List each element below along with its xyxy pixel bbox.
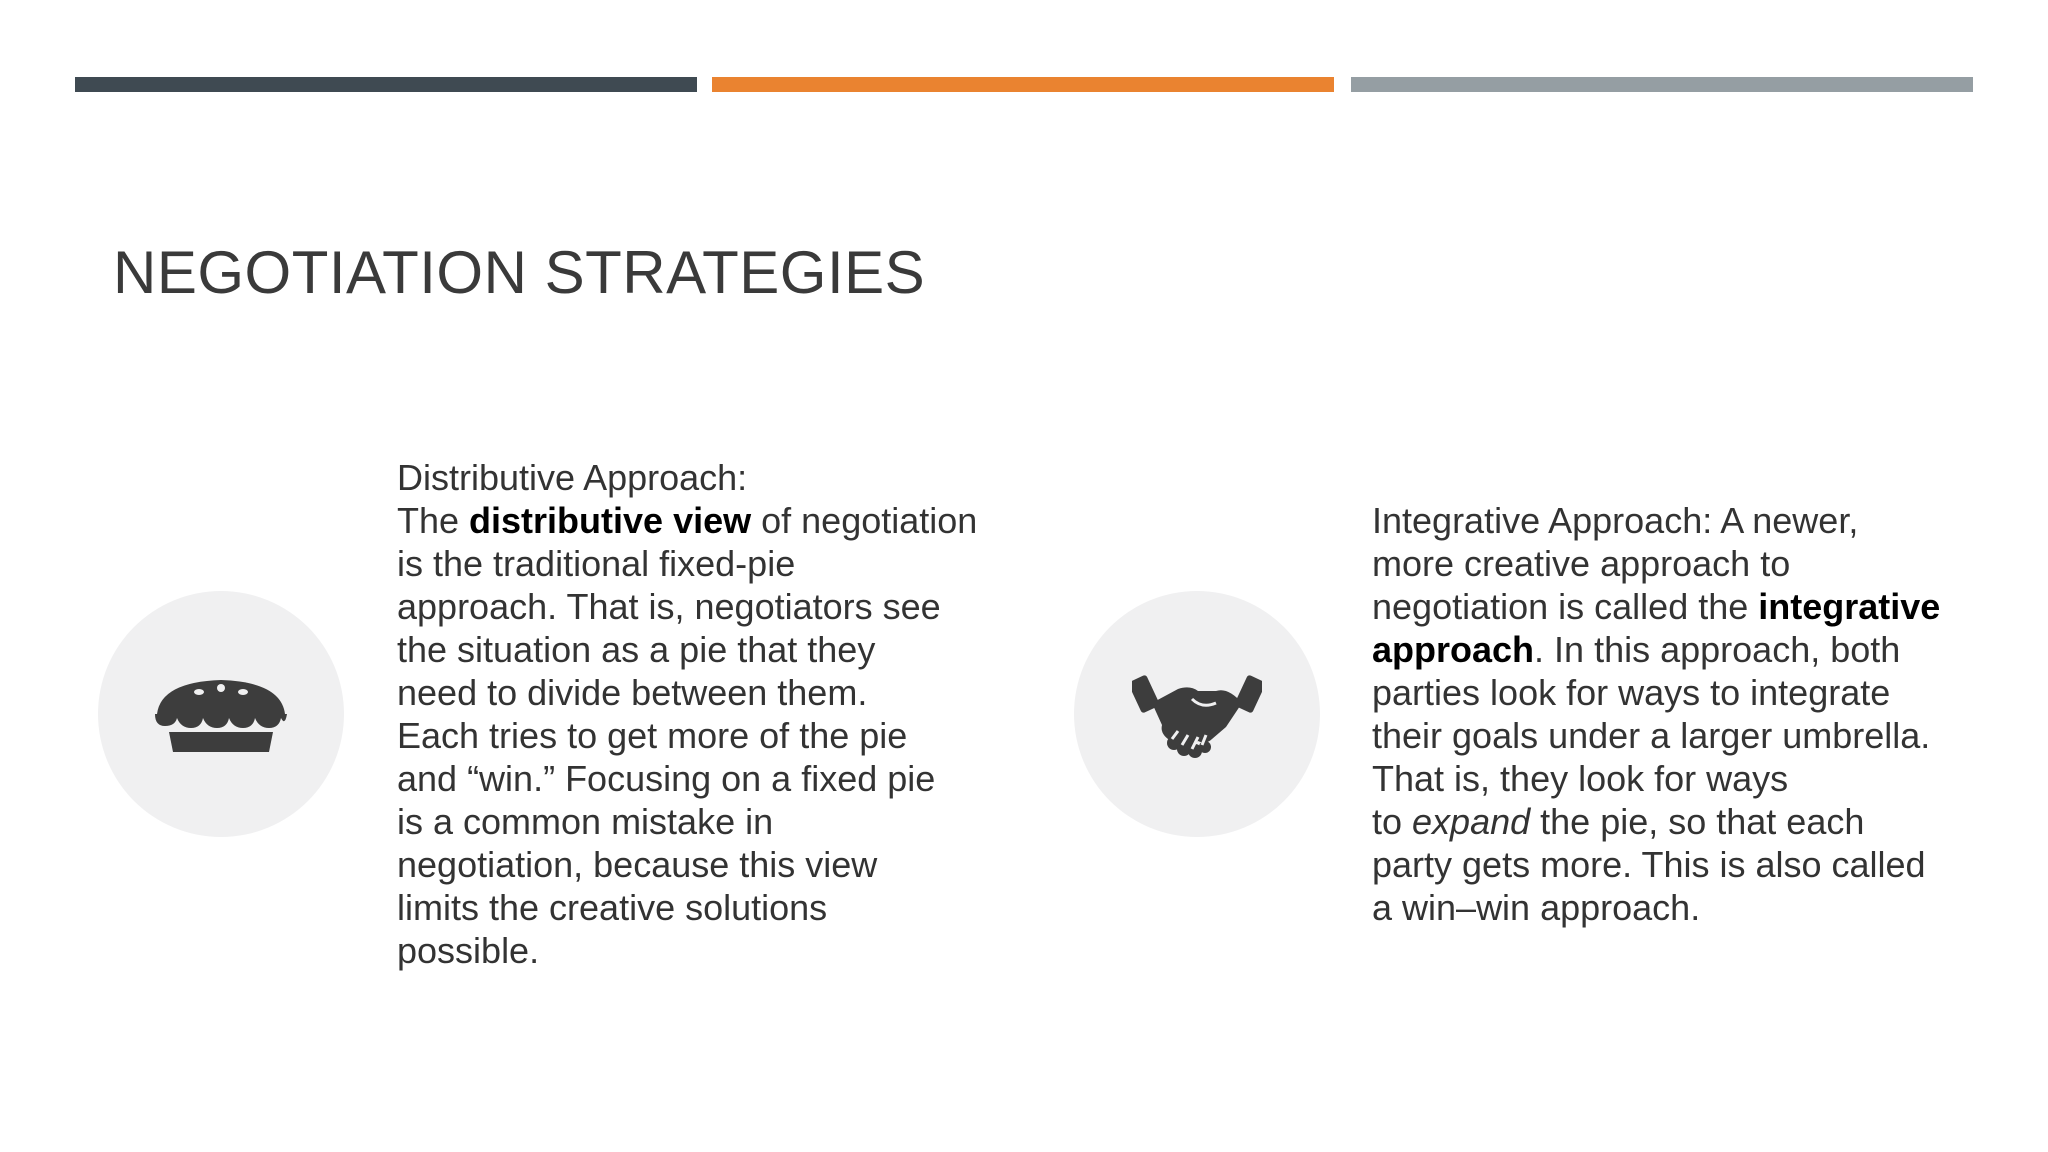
accent-bar-orange xyxy=(712,77,1334,92)
text-line: possible. xyxy=(397,930,540,971)
text-line: Integrative Approach: A newer, xyxy=(1372,500,1859,541)
integrative-approach-text xyxy=(1372,499,1940,929)
accent-bar-gray xyxy=(1351,77,1973,92)
pie-icon xyxy=(151,674,291,754)
text-line: limits the creative solutions xyxy=(397,887,828,928)
expand-emphasis: expand xyxy=(1412,801,1531,842)
handshake-icon-circle xyxy=(1074,591,1320,837)
text-line: is the traditional fixed-pie xyxy=(397,543,796,584)
distributive-approach-text xyxy=(397,456,977,972)
handshake-icon xyxy=(1132,669,1262,759)
text-line: party gets more. This is also called xyxy=(1372,844,1926,885)
text-line: more creative approach to xyxy=(1372,543,1791,584)
accent-bar-dark xyxy=(75,77,697,92)
text-line: The distributive view of negotiation xyxy=(397,500,978,541)
distributive-view-term: distributive view xyxy=(469,500,752,541)
text-line: That is, they look for ways xyxy=(1372,758,1789,799)
approach-term: approach xyxy=(1372,629,1535,670)
text-line: negotiation, because this view xyxy=(397,844,878,885)
integrative-term: integrative xyxy=(1758,586,1941,627)
text-line: parties look for ways to integrate xyxy=(1372,672,1891,713)
text-line: approach. In this approach, both xyxy=(1372,629,1901,670)
text-line: Each tries to get more of the pie xyxy=(397,715,908,756)
text-line: the situation as a pie that they xyxy=(397,629,876,670)
text-line: negotiation is called the integrative xyxy=(1372,586,1941,627)
slide-title: NEGOTIATION STRATEGIES xyxy=(113,239,926,306)
text-line: need to divide between them. xyxy=(397,672,868,713)
text-line: approach. That is, negotiators see xyxy=(397,586,941,627)
text-line: their goals under a larger umbrella. xyxy=(1372,715,1931,756)
text-line: and “win.” Focusing on a fixed pie xyxy=(397,758,936,799)
pie-icon-circle xyxy=(98,591,344,837)
text-line: is a common mistake in xyxy=(397,801,774,842)
text-line: a win–win approach. xyxy=(1372,887,1701,928)
text-line: Distributive Approach: xyxy=(397,457,748,498)
text-line: to expand the pie, so that each xyxy=(1372,801,1865,842)
